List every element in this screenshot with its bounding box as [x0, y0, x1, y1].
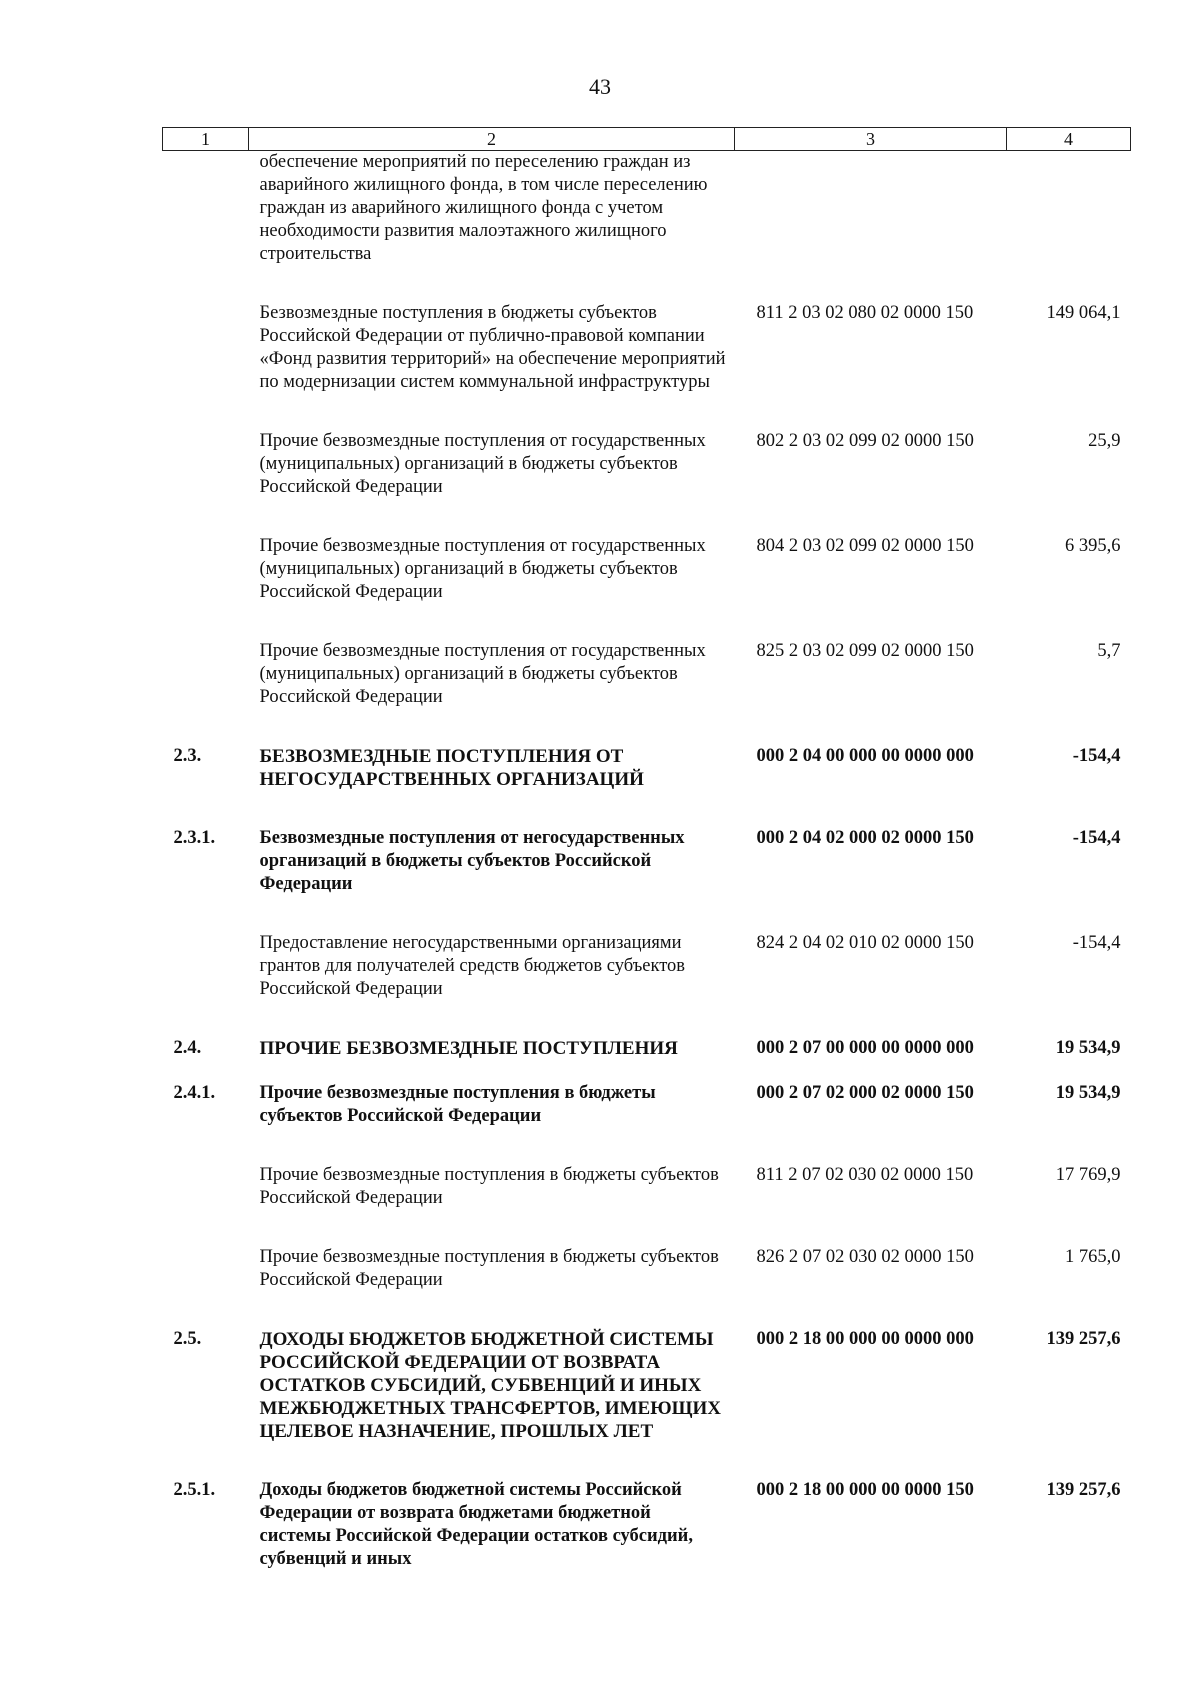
table-row [163, 1469, 1131, 1571]
row-number-cell: 2.5. [173, 1329, 202, 1349]
row-code-cell: 000 2 18 00 000 00 0000 000 [756, 1329, 974, 1349]
row-name-cell: ДОХОДЫ БЮДЖЕТОВ БЮДЖЕТНОЙ СИСТЕМЫ РОССИЙСКОЙ ФЕДЕРАЦИИ ОТ ВОЗВРАТА ОСТАТКОВ СУБСИДИЙ, СУБВЕНЦИЙ И ИНЫХ МЕЖБЮДЖЕТНЫХ ТРАНСФЕРТОВ, ИМЕЮЩИХ ЦЕЛЕВОЕ НАЗНАЧЕНИЕ, ПРОШЛЫХ ЛЕТ [259, 1329, 721, 1442]
row-amount-cell: 17 769,9 [1055, 1165, 1121, 1185]
row-code-cell: 804 2 03 02 099 02 0000 150 [756, 536, 974, 556]
row-amount-cell: 19 534,9 [1055, 1083, 1121, 1103]
row-number-cell [163, 922, 249, 1027]
table-row [163, 922, 1131, 1027]
table-row [163, 1027, 1131, 1072]
row-name-cell: Прочие безвозмездные поступления от государственных (муниципальных) организаций в бюджеты субъектов Российской Федерации [259, 536, 706, 602]
row-code-cell: 000 2 07 00 000 00 0000 000 [756, 1038, 974, 1058]
row-code-cell: 000 2 04 00 000 00 0000 000 [756, 746, 974, 766]
row-name-cell: Прочие безвозмездные поступления в бюджеты субъектов Российской Федерации [259, 1247, 719, 1290]
row-name-cell: Предоставление негосударственными организациями грантов для получателей средств бюджетов субъектов Российской Федерации [259, 933, 686, 999]
column-header-4: 4 [1007, 128, 1131, 151]
row-code-cell: 802 2 03 02 099 02 0000 150 [756, 431, 974, 451]
row-number-cell: 2.3.1. [173, 828, 216, 848]
row-number-cell [163, 1236, 249, 1318]
row-number-cell [163, 292, 249, 420]
row-amount-cell: 139 257,6 [1046, 1329, 1121, 1349]
row-amount-cell: 19 534,9 [1055, 1038, 1121, 1058]
row-name-cell: Доходы бюджетов бюджетной системы Российской Федерации от возврата бюджетами бюджетной системы Российской Федерации остатков субсидий, субвенций и иных [259, 1480, 693, 1569]
row-amount-cell [1007, 151, 1131, 293]
row-number-cell: 2.3. [173, 746, 202, 766]
row-code-cell [735, 151, 1007, 293]
row-name-cell: Прочие безвозмездные поступления в бюджеты субъектов Российской Федерации [259, 1165, 719, 1208]
row-name-cell: БЕЗВОЗМЕЗДНЫЕ ПОСТУПЛЕНИЯ ОТ НЕГОСУДАРСТВЕННЫХ ОРГАНИЗАЦИЙ [259, 746, 644, 790]
row-code-cell: 826 2 07 02 030 02 0000 150 [756, 1247, 974, 1267]
row-name-cell: Прочие безвозмездные поступления от государственных (муниципальных) организаций в бюджеты субъектов Российской Федерации [259, 641, 706, 707]
row-code-cell: 824 2 04 02 010 02 0000 150 [756, 933, 974, 953]
row-number-cell [163, 630, 249, 735]
row-name-cell: Безвозмездные поступления от негосударственных организаций в бюджеты субъектов Российской Федерации [259, 828, 685, 894]
column-header-2: 2 [249, 128, 735, 151]
row-number-cell [163, 1154, 249, 1236]
row-number-cell: 2.4.1. [173, 1083, 216, 1103]
column-header-1: 1 [163, 128, 249, 151]
column-header-3: 3 [735, 128, 1007, 151]
row-amount-cell: 1 765,0 [1065, 1247, 1121, 1267]
row-name-cell: ПРОЧИЕ БЕЗВОЗМЕЗДНЫЕ ПОСТУПЛЕНИЯ [259, 1038, 678, 1059]
row-number-cell [163, 525, 249, 630]
table-row [163, 1236, 1131, 1318]
row-code-cell: 000 2 18 00 000 00 0000 150 [756, 1480, 974, 1500]
row-amount-cell: 149 064,1 [1046, 303, 1121, 323]
row-amount-cell: 25,9 [1088, 431, 1121, 451]
row-amount-cell: 6 395,6 [1065, 536, 1121, 556]
page-number: 43 [589, 74, 611, 99]
table-row [163, 1154, 1131, 1236]
row-number-cell [163, 151, 249, 293]
row-code-cell: 825 2 03 02 099 02 0000 150 [756, 641, 974, 661]
row-amount-cell: -154,4 [1072, 746, 1121, 766]
table-row [163, 292, 1131, 420]
row-name-cell: обеспечение мероприятий по переселению граждан из аварийного жилищного фонда, в том числе переселению граждан из аварийного жилищного фонда с учетом необходимости развития малоэтажного жилищного строительства [259, 152, 708, 264]
row-code-cell: 811 2 07 02 030 02 0000 150 [756, 1165, 974, 1185]
row-code-cell: 000 2 07 02 000 02 0000 150 [756, 1083, 974, 1103]
row-amount-cell: -154,4 [1072, 828, 1121, 848]
row-amount-cell: -154,4 [1072, 933, 1121, 953]
row-code-cell: 000 2 04 02 000 02 0000 150 [756, 828, 974, 848]
row-amount-cell: 139 257,6 [1046, 1480, 1121, 1500]
row-code-cell: 811 2 03 02 080 02 0000 150 [756, 303, 974, 323]
row-name-cell: Прочие безвозмездные поступления в бюджеты субъектов Российской Федерации [259, 1083, 656, 1126]
row-number-cell: 2.5.1. [173, 1480, 216, 1500]
table-header-row [163, 128, 1131, 151]
table-row [163, 525, 1131, 630]
table-row [163, 630, 1131, 735]
row-name-cell: Прочие безвозмездные поступления от государственных (муниципальных) организаций в бюджеты субъектов Российской Федерации [259, 431, 706, 497]
table-row [163, 151, 1131, 293]
row-number-cell [163, 420, 249, 525]
table-row [163, 817, 1131, 922]
row-name-cell: Безвозмездные поступления в бюджеты субъектов Российской Федерации от публично-правовой компании «Фонд развития территорий» на обеспечение мероприятий по модернизации систем коммунальной инфраструктуры [259, 303, 726, 392]
budget-table [162, 127, 1131, 1571]
row-amount-cell: 5,7 [1097, 641, 1121, 661]
table-row [163, 735, 1131, 817]
row-number-cell: 2.4. [173, 1038, 202, 1058]
table-body [163, 151, 1131, 1572]
table-row [163, 420, 1131, 525]
table-row [163, 1318, 1131, 1469]
table-row [163, 1072, 1131, 1154]
